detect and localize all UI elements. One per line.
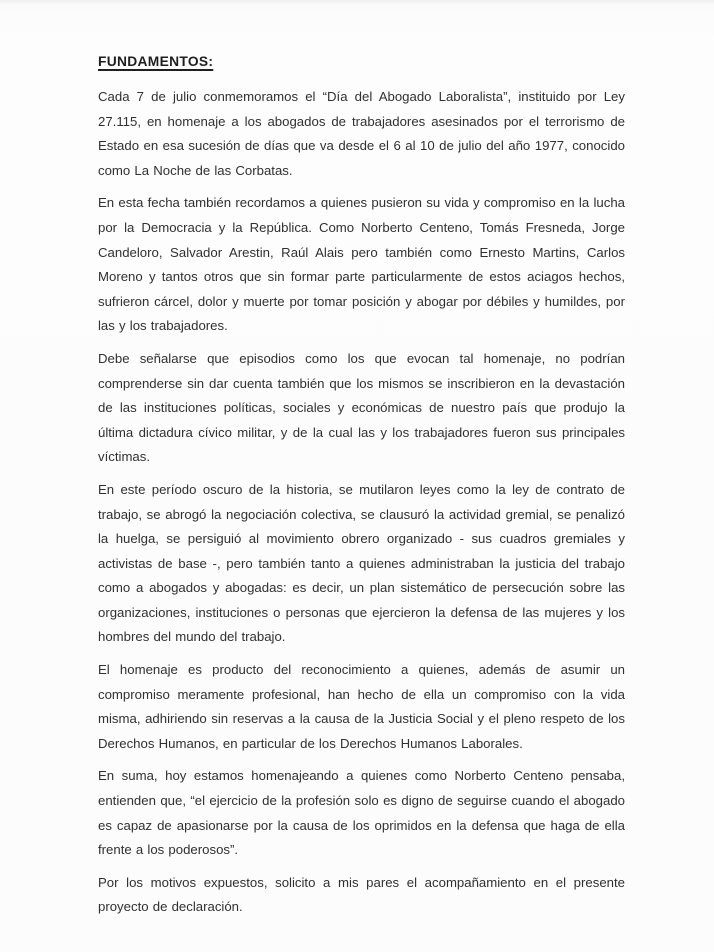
paragraph-recordamos-nombres: En esta fecha también recordamos a quienes pusieron su vida y compromiso en la lucha por la Democracia y la República. Como Norberto Centeno, Tomás Fresneda, Jorge Candeloro, Salvador Arestin, Raúl Alais pero también como Ernesto Martins, Carlos Moreno y tantos otros que sin formar parte particularmente de estos aciagos hechos, sufrieron cárcel, dolor y muerte por tomar posición y abogar por débiles y humildes, por las y los trabajadores. — [98, 195, 625, 334]
paragraph-cierre-solicitud: Por los motivos expuestos, solicito a mis pares el acompañamiento en el presente proyecto de declaración. — [98, 874, 625, 915]
paragraph-intro-dia-abogado: Cada 7 de julio conmemoramos el “Día del Abogado Laboralista”, instituido por Ley 27.115, en homenaje a los abogados de trabajadores asesinados por el terrorismo de Estado en esa sucesión de días que va desde el 6 al 10 de julio del año 1977, conocido como La Noche de las Corbatas. — [98, 89, 625, 178]
document-title: FUNDAMENTOS: — [98, 54, 214, 69]
paragraph-cita-centeno: En suma, hoy estamos homenajeando a quienes como Norberto Centeno pensaba, entienden que, “el ejercicio de la profesión solo es digno de seguirse cuando el abogado es capaz de apasionarse por la causa de los oprimidos en la defensa que haga de ella frente a los poderosos”. — [98, 768, 625, 858]
paragraph-contexto-dictadura: Debe señalarse que episodios como los que evocan tal homenaje, no podrían comprenderse sin dar cuenta también que los mismos se inscribieron en la devastación de las instituciones políticas, sociales y económicas de nuestro país que produjo la última dictadura cívico militar, y de la cual las y los trabajadores fueron sus principales víctimas. — [98, 350, 625, 465]
paragraph-periodo-oscuro: En este período oscuro de la historia, se mutilaron leyes como la ley de contrato de trabajo, se abrogó la negociación colectiva, se clausuró la actividad gremial, se penalizó la huelga, se persiguió al movimiento obrero organizado - sus cuadros gremiales y activistas de base -, pero también tanto a quienes administraban la justicia del trabajo como a abogados y abogadas: es decir, un plan sistemático de persecución sobre las organizaciones, instituciones o personas que ejercieron la defensa de las mujeres y los hombres del mundo del trabajo. — [98, 481, 625, 645]
paragraph-homenaje-reconocimiento: El homenaje es producto del reconocimiento a quienes, además de asumir un compromiso meramente profesional, han hecho de ella un compromiso con la vida misma, adhiriendo sin reservas a la causa de la Justicia Social y el pleno respeto de los Derechos Humanos, en particular de los Derechos Humanos Laborales. — [98, 662, 625, 751]
document-content — [98, 50, 625, 920]
